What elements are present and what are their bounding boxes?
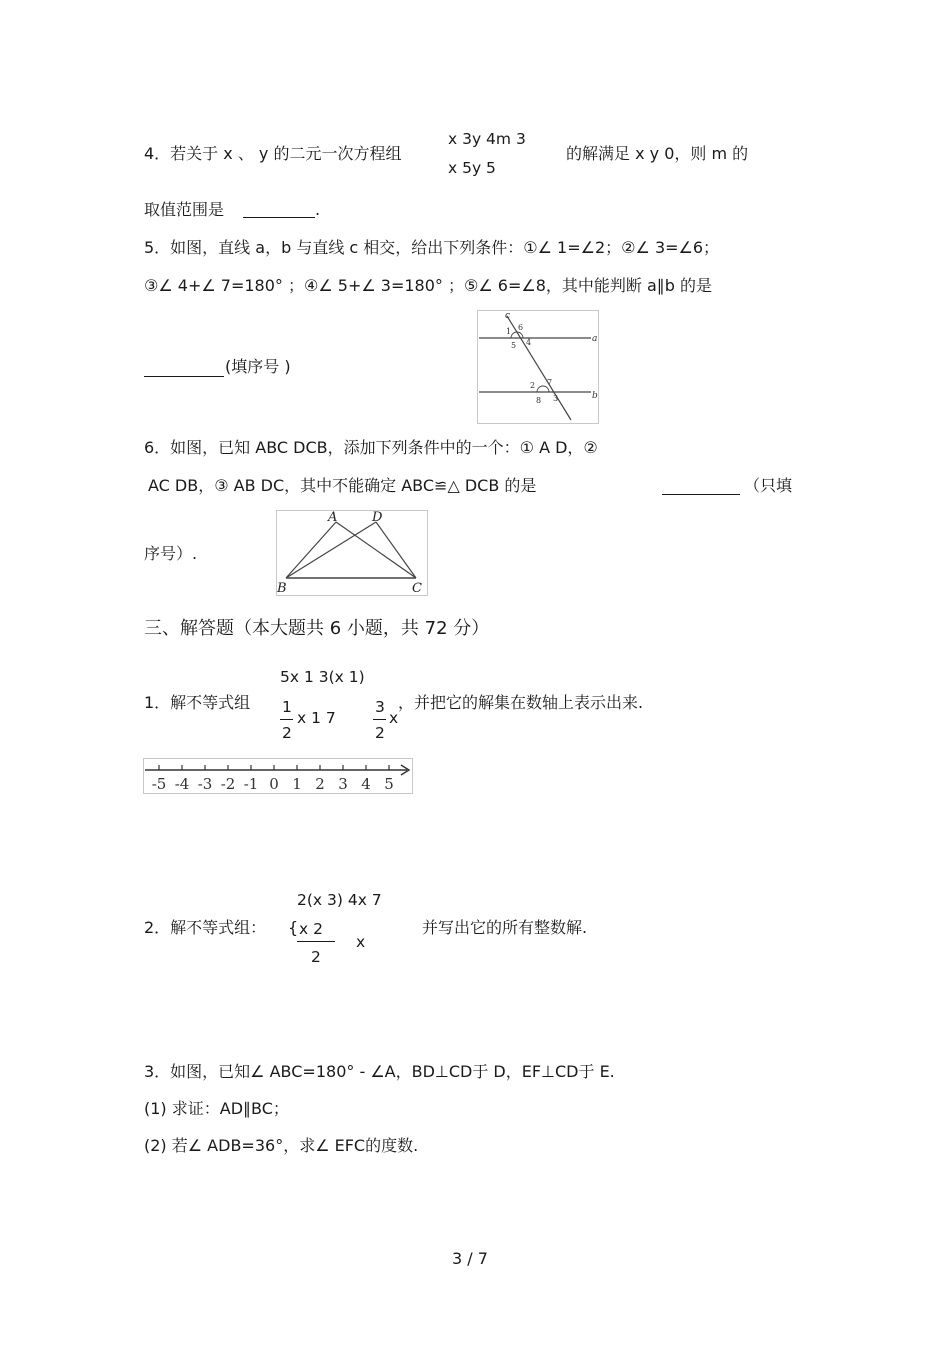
q4-line2: 取值范围是 [144, 200, 225, 219]
p1-frac2-num: 3 [375, 698, 385, 716]
p2-x: x [356, 933, 366, 951]
angle-1: 1 [506, 327, 512, 336]
angle-4: 4 [526, 338, 532, 347]
numberline-tick-label: -3 [197, 775, 213, 793]
q4-suffix: 的解满足 x y 0，则 m 的 [566, 144, 749, 163]
q6-line2: AC DB，③ AB DC，其中不能确定 ABC≌△ DCB 的是 [148, 476, 537, 495]
angle-2: 2 [530, 381, 536, 390]
q5-line2: ③∠ 4+∠ 7=180° ；④∠ 5+∠ 3=180° ；⑤∠ 6=∠8，其中能判断 a∥b 的是 [144, 276, 713, 295]
p2-suffix: 并写出它的所有整数解. [422, 918, 588, 937]
p2-label: 2．解不等式组： [144, 918, 267, 937]
p1-mid: x 1 7 [297, 709, 336, 727]
angle-7: 7 [547, 378, 553, 387]
figure-border [277, 511, 428, 596]
p1-frac1-den: 2 [282, 724, 292, 742]
q5-answer-blank [144, 376, 224, 377]
q5-answer-suffix: (填序号 ) [225, 357, 291, 376]
vertex-D: D [372, 510, 383, 525]
q4-line2-end: . [315, 200, 321, 219]
p2-brace: { [288, 918, 299, 937]
q6-line1: 6．如图，已知 ABC DCB，添加下列条件中的一个：① A D，② [144, 438, 598, 457]
p3-line2: (1) 求证：AD∥BC； [144, 1099, 289, 1118]
vertex-B: B [277, 581, 287, 596]
q4-equation-1: x 3y 4m 3 [448, 130, 526, 148]
q6-triangles-figure [276, 510, 428, 596]
angle-3: 3 [553, 394, 559, 403]
label-b: b [592, 391, 598, 401]
p3-line1: 3．如图，已知∠ ABC=180° - ∠A，BD⊥CD于 D，EF⊥CD于 E. [144, 1062, 615, 1081]
q4-answer-blank [243, 217, 315, 218]
p1-x: x [389, 709, 399, 727]
page-number: 3 / 7 [452, 1249, 488, 1268]
numberline-tick-label: 1 [292, 775, 302, 793]
numberline-tick-label: 4 [361, 775, 371, 793]
angle-5: 5 [511, 341, 517, 350]
label-a: a [592, 334, 598, 344]
p2-frac-num: x 2 [299, 920, 323, 938]
q5-line1: 5．如图，直线 a，b 与直线 c 相交，给出下列条件：①∠ 1=∠2；②∠ 3=∠6； [144, 238, 720, 257]
numberline-tick-label: -4 [174, 775, 190, 793]
q4-equation-2: x 5y 5 [448, 159, 496, 177]
p1-row1: 5x 1 3(x 1) [280, 668, 365, 686]
p3-line3: (2) 若∠ ADB=36°，求∠ EFC的度数. [144, 1136, 419, 1155]
p1-frac2-den: 2 [375, 724, 385, 742]
section-heading: 三、解答题（本大题共 6 小题，共 72 分） [144, 618, 490, 639]
p1-frac1-num: 1 [282, 698, 292, 716]
q6-line3: 序号）. [144, 544, 198, 563]
p2-frac-den: 2 [311, 948, 321, 966]
p1-label: 1．解不等式组 [144, 693, 251, 712]
q6-line2-end: （只填 [744, 476, 793, 495]
numberline-tick-label: 2 [315, 775, 325, 793]
p2-row1: 2(x 3) 4x 7 [297, 891, 382, 909]
q4-prefix: 4．若关于 x 、 y 的二元一次方程组 [144, 144, 402, 163]
label-c: c [505, 311, 511, 321]
p1-frac1-bar [280, 719, 293, 720]
numberline-tick-label: 0 [269, 775, 279, 793]
angle-8: 8 [536, 396, 542, 405]
numberline-tick-label: 3 [338, 775, 348, 793]
numberline-tick-label: -2 [220, 775, 236, 793]
p1-number-line [143, 758, 413, 794]
numberline-tick-label: 5 [384, 775, 394, 793]
p1-frac2-bar [373, 719, 386, 720]
p1-suffix: ，并把它的解集在数轴上表示出来. [398, 693, 644, 712]
angle-6: 6 [518, 323, 524, 332]
q6-answer-blank [662, 494, 740, 495]
vertex-A: A [328, 510, 338, 525]
numberline-tick-label: -1 [243, 775, 259, 793]
p2-frac-bar [297, 941, 335, 942]
vertex-C: C [412, 581, 422, 596]
numberline-tick-label: -5 [151, 775, 167, 793]
q5-parallel-lines-figure [477, 310, 599, 424]
